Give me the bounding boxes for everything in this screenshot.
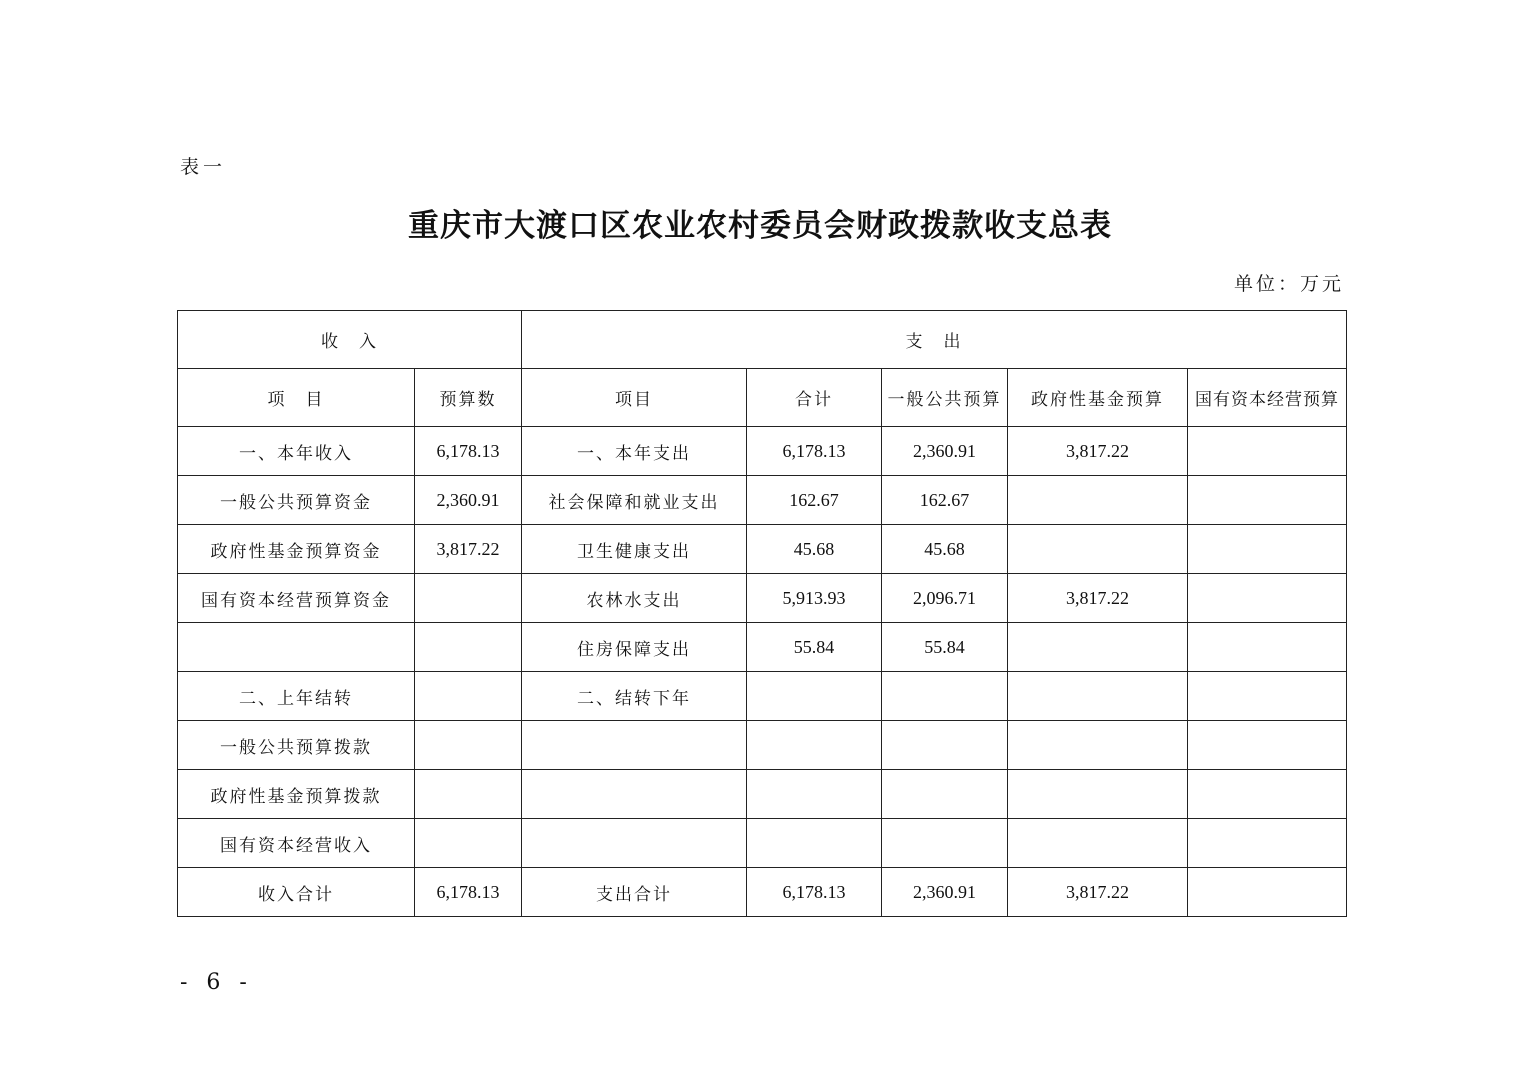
table-row [178, 427, 1347, 476]
fund-budget-cell [1008, 623, 1188, 672]
income-amount-cell [415, 574, 522, 623]
state-capital-cell [1188, 672, 1347, 721]
table-row [178, 525, 1347, 574]
income-amount-cell: 6,178.13 [415, 427, 522, 476]
state-capital-cell [1188, 721, 1347, 770]
expense-item-header: 项目 [522, 369, 747, 427]
income-item-cell [178, 623, 415, 672]
expense-item-cell: 农林水支出 [522, 574, 747, 623]
fund-budget-cell [1008, 476, 1188, 525]
general-budget-cell: 162.67 [882, 476, 1008, 525]
table-row [178, 672, 1347, 721]
general-budget-cell [882, 721, 1008, 770]
income-amount-cell [415, 672, 522, 721]
total-cell: 162.67 [747, 476, 882, 525]
general-budget-cell: 2,360.91 [882, 427, 1008, 476]
table-row [178, 819, 1347, 868]
expense-item-cell [522, 770, 747, 819]
document-title: 重庆市大渡口区农业农村委员会财政拨款收支总表 [408, 208, 1112, 244]
state-capital-cell [1188, 623, 1347, 672]
state-capital-cell [1188, 476, 1347, 525]
header-row-1 [178, 311, 1347, 369]
expense-item-cell: 一、本年支出 [522, 427, 747, 476]
income-item-header: 项 目 [178, 369, 415, 427]
state-capital-cell [1188, 427, 1347, 476]
income-item-cell: 二、上年结转 [178, 672, 415, 721]
expense-item-cell: 卫生健康支出 [522, 525, 747, 574]
table-row [178, 868, 1347, 917]
page-number: - 6 - [180, 970, 253, 995]
income-amount-cell [415, 819, 522, 868]
expense-item-cell: 支出合计 [522, 868, 747, 917]
table-row [178, 574, 1347, 623]
budget-header: 预算数 [415, 369, 522, 427]
expense-item-cell: 住房保障支出 [522, 623, 747, 672]
state-capital-header: 国有资本经营预算 [1188, 369, 1347, 427]
income-item-cell: 一般公共预算资金 [178, 476, 415, 525]
expense-header: 支 出 [522, 311, 1347, 369]
state-capital-cell [1188, 868, 1347, 917]
income-item-cell: 政府性基金预算拨款 [178, 770, 415, 819]
expense-item-cell [522, 721, 747, 770]
fund-budget-cell [1008, 721, 1188, 770]
expense-item-cell [522, 819, 747, 868]
general-budget-cell: 2,096.71 [882, 574, 1008, 623]
total-cell: 45.68 [747, 525, 882, 574]
expense-item-cell: 二、结转下年 [522, 672, 747, 721]
fund-budget-cell [1008, 672, 1188, 721]
fund-budget-cell [1008, 525, 1188, 574]
table-label: 表一 [180, 156, 227, 178]
fund-budget-cell [1008, 819, 1188, 868]
general-budget-cell [882, 819, 1008, 868]
income-amount-cell: 2,360.91 [415, 476, 522, 525]
table-row [178, 623, 1347, 672]
income-item-cell: 国有资本经营预算资金 [178, 574, 415, 623]
budget-table [177, 310, 1347, 917]
income-header: 收 入 [178, 311, 522, 369]
state-capital-cell [1188, 770, 1347, 819]
general-budget-cell: 2,360.91 [882, 868, 1008, 917]
general-budget-header: 一般公共预算 [882, 369, 1008, 427]
income-item-cell: 一般公共预算拨款 [178, 721, 415, 770]
income-item-cell: 收入合计 [178, 868, 415, 917]
total-cell [747, 770, 882, 819]
state-capital-cell [1188, 574, 1347, 623]
general-budget-cell [882, 672, 1008, 721]
total-cell: 55.84 [747, 623, 882, 672]
state-capital-cell [1188, 525, 1347, 574]
table-row [178, 770, 1347, 819]
income-amount-cell [415, 623, 522, 672]
total-cell: 5,913.93 [747, 574, 882, 623]
total-cell [747, 672, 882, 721]
table-row [178, 721, 1347, 770]
total-header: 合计 [747, 369, 882, 427]
income-item-cell: 一、本年收入 [178, 427, 415, 476]
fund-budget-cell [1008, 770, 1188, 819]
expense-item-cell: 社会保障和就业支出 [522, 476, 747, 525]
total-cell [747, 721, 882, 770]
state-capital-cell [1188, 819, 1347, 868]
fund-budget-cell: 3,817.22 [1008, 574, 1188, 623]
total-cell: 6,178.13 [747, 868, 882, 917]
table-row [178, 476, 1347, 525]
income-item-cell: 政府性基金预算资金 [178, 525, 415, 574]
general-budget-cell: 45.68 [882, 525, 1008, 574]
total-cell [747, 819, 882, 868]
fund-budget-cell: 3,817.22 [1008, 868, 1188, 917]
general-budget-cell: 55.84 [882, 623, 1008, 672]
income-amount-cell: 6,178.13 [415, 868, 522, 917]
income-item-cell: 国有资本经营收入 [178, 819, 415, 868]
income-amount-cell [415, 721, 522, 770]
fund-budget-cell: 3,817.22 [1008, 427, 1188, 476]
header-row-2 [178, 369, 1347, 427]
fund-budget-header: 政府性基金预算 [1008, 369, 1188, 427]
unit-label: 单位：万元 [1233, 273, 1344, 295]
general-budget-cell [882, 770, 1008, 819]
total-cell: 6,178.13 [747, 427, 882, 476]
income-amount-cell: 3,817.22 [415, 525, 522, 574]
income-amount-cell [415, 770, 522, 819]
